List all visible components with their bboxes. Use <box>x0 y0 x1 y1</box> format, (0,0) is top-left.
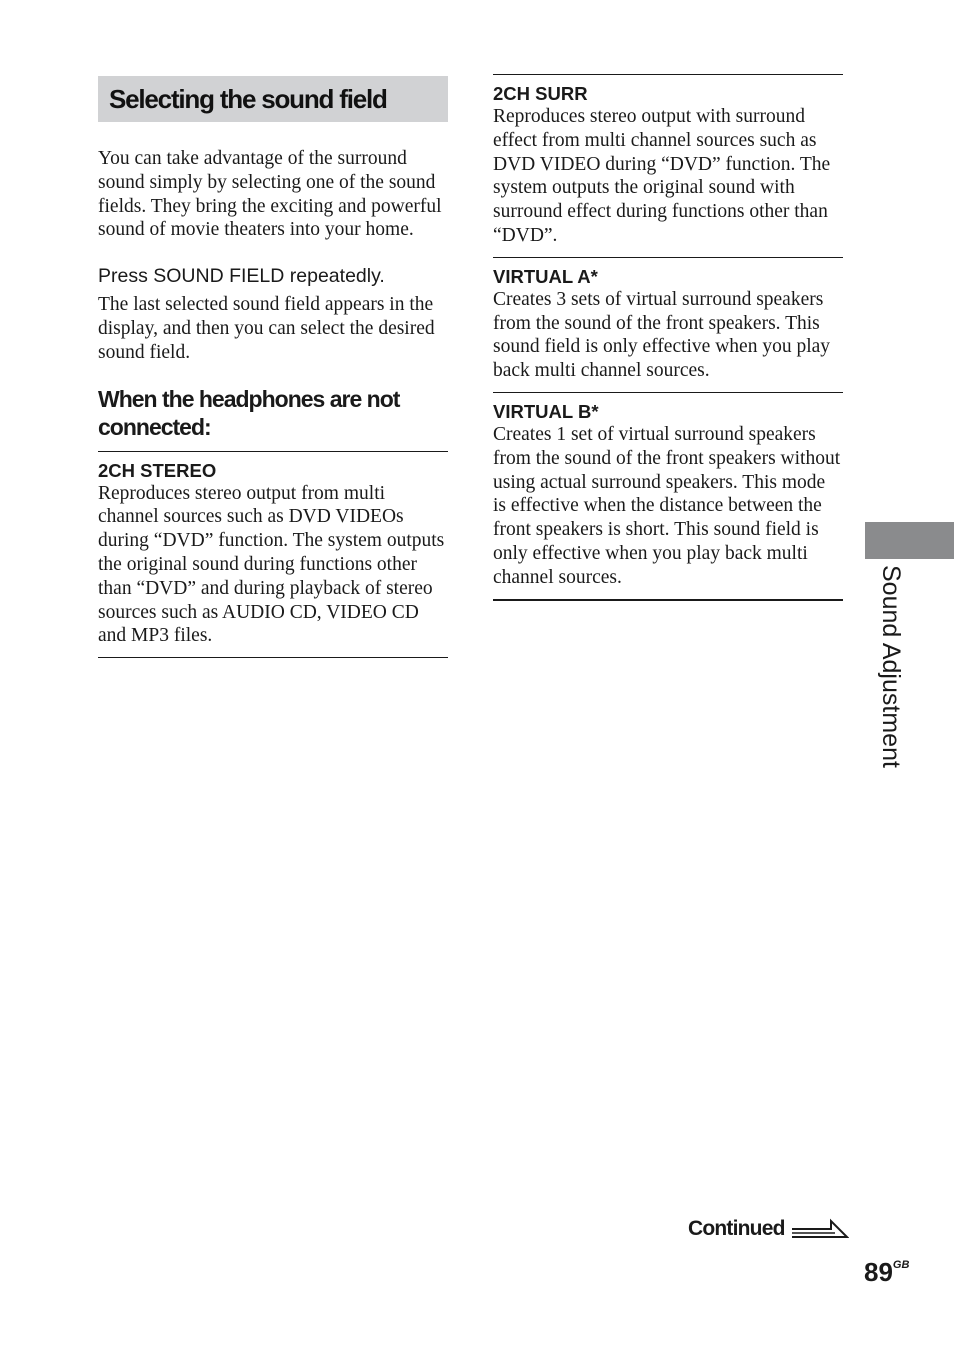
subheading: When the headphones are not connected: <box>98 385 448 452</box>
right-column <box>493 74 843 601</box>
mode-description: Reproduces stereo output from multi channel sources such as DVD VIDEOs during “DVD” function. The system outputs the original sound during functions other than “DVD” and during playback of stereo sources such as AUDIO CD, VIDEO CD and MP3 files. <box>98 482 445 647</box>
side-tab-marker <box>865 522 954 559</box>
mode-name: 2CH SURR <box>493 83 588 104</box>
page-number-value: 89 <box>864 1257 893 1287</box>
mode-entry-virtual-a <box>493 258 843 393</box>
continued-arrow-icon <box>791 1218 849 1240</box>
step-description: The last selected sound field appears in the display, and then you can select the desired sound field. <box>98 294 435 363</box>
left-column <box>98 74 448 658</box>
mode-entry-2ch-stereo <box>98 452 448 659</box>
mode-entry-virtual-b <box>493 393 843 601</box>
mode-description: Reproduces stereo output with surround effect from multi channel sources such as DVD VIDEO during “DVD” function. The system outputs the original sound with surround effect during functions other than “DVD”. <box>493 106 831 246</box>
mode-name: VIRTUAL A* <box>493 265 598 287</box>
mode-description: Creates 1 set of virtual surround speakers from the sound of the front speakers without using actual surround speakers. This mode is effective when the distance between the front speakers is short. This sound field is only effective when you play back multi channel sources. <box>493 423 841 588</box>
step-instruction: Press SOUND FIELD repeatedly. <box>98 265 385 288</box>
section-title: Selecting the sound field <box>98 76 448 122</box>
side-tab-label: Sound Adjustment <box>877 565 905 768</box>
page-number-suffix: GB <box>892 1259 910 1271</box>
mode-name: VIRTUAL B* <box>493 400 599 422</box>
mode-entry-2ch-surr <box>493 74 843 258</box>
mode-name: 2CH STEREO <box>98 459 217 481</box>
page-number <box>864 1248 909 1289</box>
continued-label: Continued <box>688 1217 785 1240</box>
continued-indicator <box>688 1217 849 1241</box>
mode-description: Creates 3 sets of virtual surround speakers from the sound of the front speakers. This sound field is only effective when you play back multi channel sources. <box>493 288 831 382</box>
intro-paragraph: You can take advantage of the surround sound simply by selecting one of the sound fields. They bring the exciting and powerful sound of movie theaters into your home. <box>98 148 442 241</box>
